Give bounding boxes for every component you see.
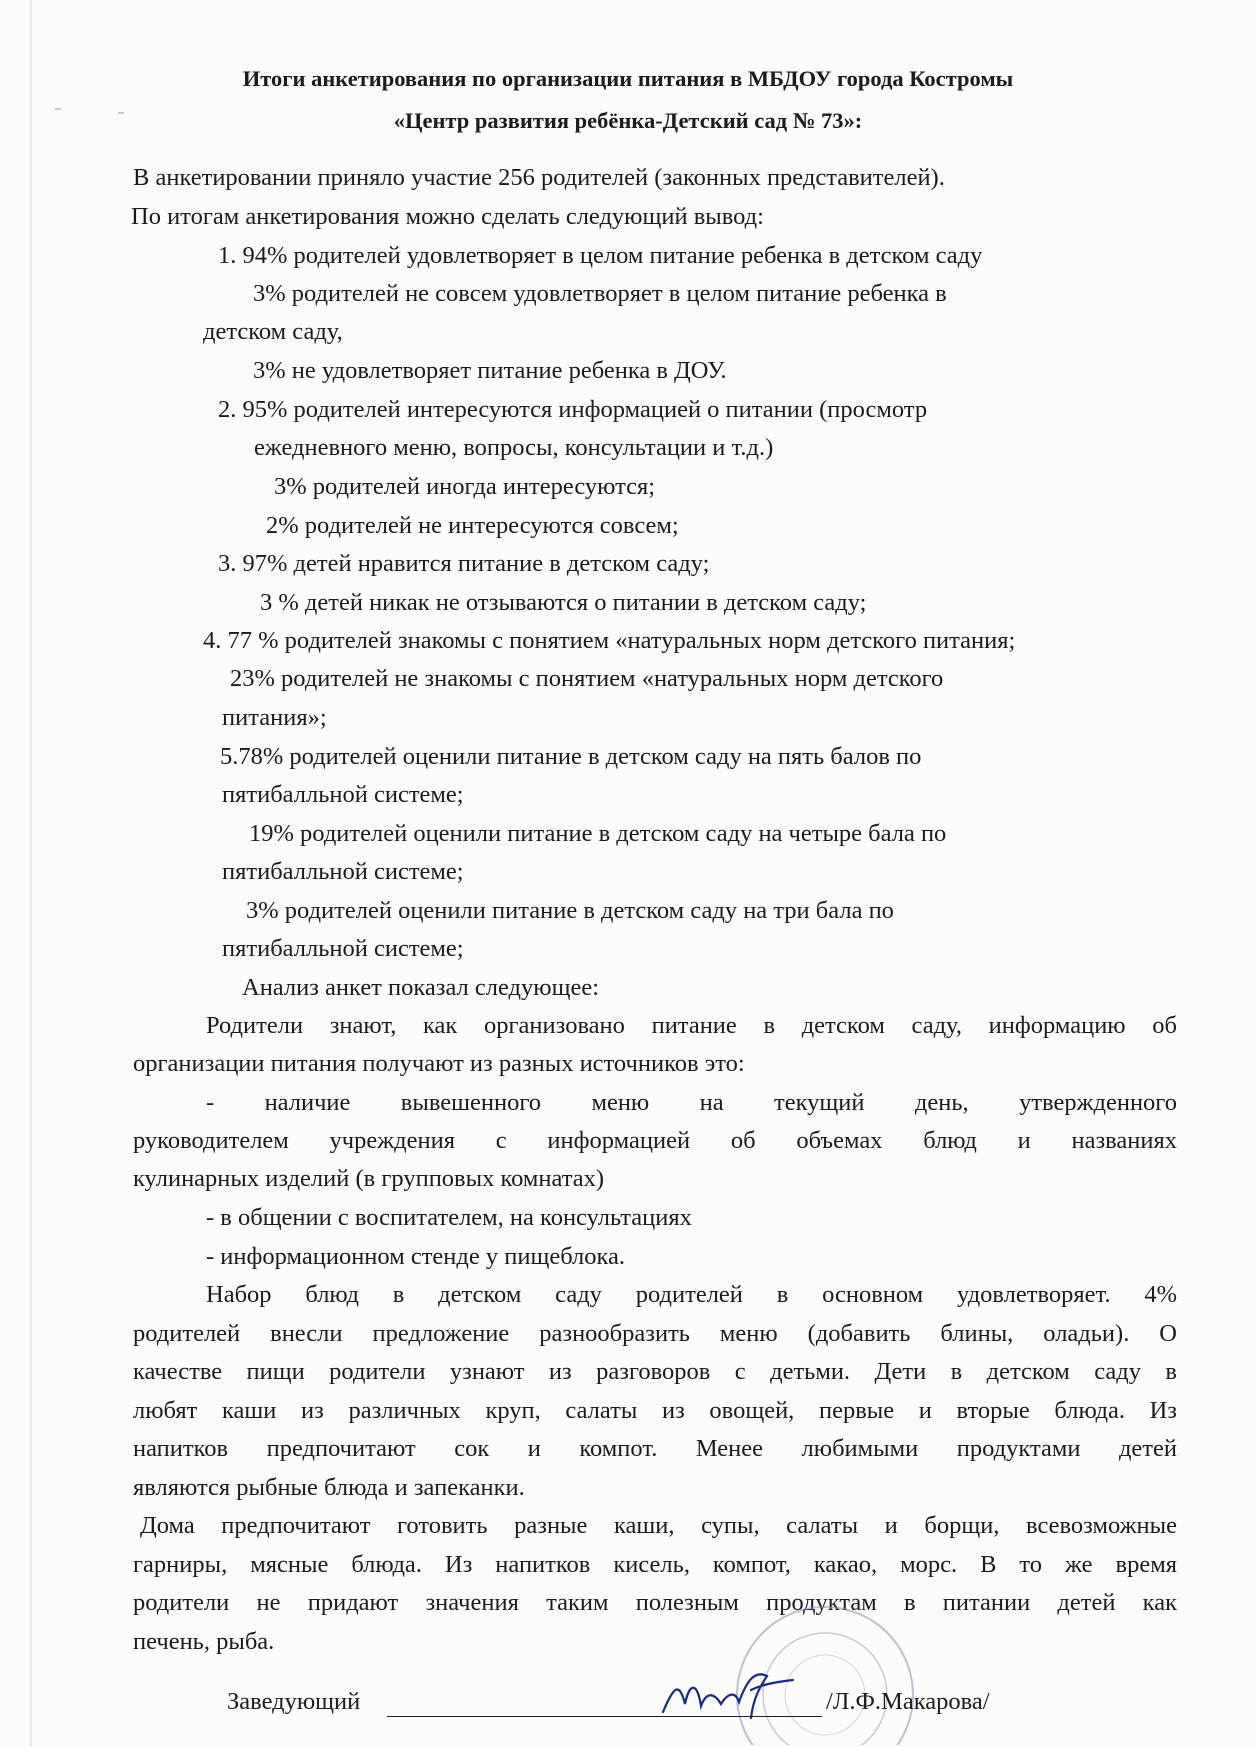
paragraph-line: организации питания получают из разных источников это: — [133, 1050, 745, 1077]
text-line: 3% родителей иногда интересуются; — [274, 473, 656, 500]
text-line: детском саду, — [203, 318, 343, 345]
paragraph-line: родителей внесли предложение разнообразить меню (добавить блины, оладьи). О — [133, 1320, 1177, 1347]
text-line: 3% родителей не совсем удовлетворяет в целом питание ребенка в — [253, 280, 947, 307]
text-line: 2% родителей не интересуются совсем; — [266, 512, 679, 539]
text-line: питания»; — [222, 704, 327, 731]
text-line: 3% родителей оценили питание в детском саду на три бала по — [246, 897, 894, 924]
text-line: 23% родителей не знакомы с понятием «натуральных норм детского — [230, 665, 944, 692]
position-title: Заведующий — [227, 1688, 361, 1715]
text-line: пятибалльной системе; — [222, 858, 464, 885]
paragraph-line: руководителем учреждения с информацией об объемах блюд и названиях — [133, 1127, 1177, 1154]
paragraph-line: - наличие вывешенного меню на текущий день, утвержденного — [206, 1089, 1177, 1116]
text-line: ежедневного меню, вопросы, консультации и т.д.) — [254, 434, 774, 461]
paragraph-line: качестве пищи родители узнают из разговоров с детьми. Дети в детском саду в — [133, 1358, 1177, 1385]
list-item-5: 5.78% родителей оценили питание в детском саду на пять балов по — [220, 743, 922, 770]
paragraph-line: печень, рыба. — [133, 1628, 275, 1655]
paragraph-line: родители не придают значения таким полезным продуктам в питании детей как — [133, 1589, 1177, 1616]
signature-row — [0, 1688, 1256, 1728]
handwritten-signature — [655, 1660, 805, 1730]
text-line: В анкетировании приняло участие 256 родителей (законных представителей). — [133, 164, 945, 191]
signatory-name: /Л.Ф.Макарова/ — [826, 1688, 990, 1715]
paragraph-line: Дома предпочитают готовить разные каши, супы, салаты и борщи, всевозможные — [140, 1512, 1177, 1539]
list-item-1: 1. 94% родителей удовлетворяет в целом питание ребенка в детском саду — [218, 242, 983, 269]
list-item-2: 2. 95% родителей интересуются информацией о питании (просмотр — [218, 396, 928, 423]
text-line: 3% не удовлетворяет питание ребенка в ДОУ. — [253, 357, 727, 384]
text-line: По итогам анкетирования можно сделать следующий вывод: — [131, 203, 764, 230]
paragraph-line: напитков предпочитают сок и компот. Менее любимыми продуктами детей — [133, 1435, 1177, 1462]
paragraph-line: гарниры, мясные блюда. Из напитков кисель, компот, какао, морс. В то же время — [133, 1551, 1177, 1578]
paragraph-line: Набор блюд в детском саду родителей в основном удовлетворяет. 4% — [206, 1281, 1177, 1308]
paragraph-line: любят каши из различных круп, салаты из овощей, первые и вторые блюда. Из — [133, 1397, 1177, 1424]
list-item-4: 4. 77 % родителей знакомы с понятием «натуральных норм детского питания; — [203, 627, 1016, 654]
text-line: 3 % детей никак не отзываются о питании в детском саду; — [260, 589, 867, 616]
paragraph-line: Родители знают, как организовано питание в детском саду, информацию об — [206, 1012, 1177, 1039]
document-title-line-2: «Центр развития ребёнка-Детский сад № 73»: — [393, 108, 863, 133]
document-title-line-1: Итоги анкетирования по организации питания в МБДОУ города Костромы — [242, 66, 1014, 91]
text-line: Анализ анкет показал следующее: — [242, 974, 599, 1001]
text-line: 19% родителей оценили питание в детском саду на четыре бала по — [249, 820, 947, 847]
paragraph-line: кулинарных изделий (в групповых комнатах) — [133, 1165, 605, 1192]
bullet-item: - информационном стенде у пищеблока. — [206, 1243, 626, 1270]
bullet-item: - в общении с воспитателем, на консультациях — [206, 1204, 692, 1231]
list-item-3: 3. 97% детей нравится питание в детском саду; — [218, 550, 710, 577]
scan-artifact — [30, 0, 32, 1747]
paragraph-line: являются рыбные блюда и запеканки. — [133, 1474, 525, 1501]
text-line: пятибалльной системе; — [222, 781, 464, 808]
text-line: пятибалльной системе; — [222, 935, 464, 962]
